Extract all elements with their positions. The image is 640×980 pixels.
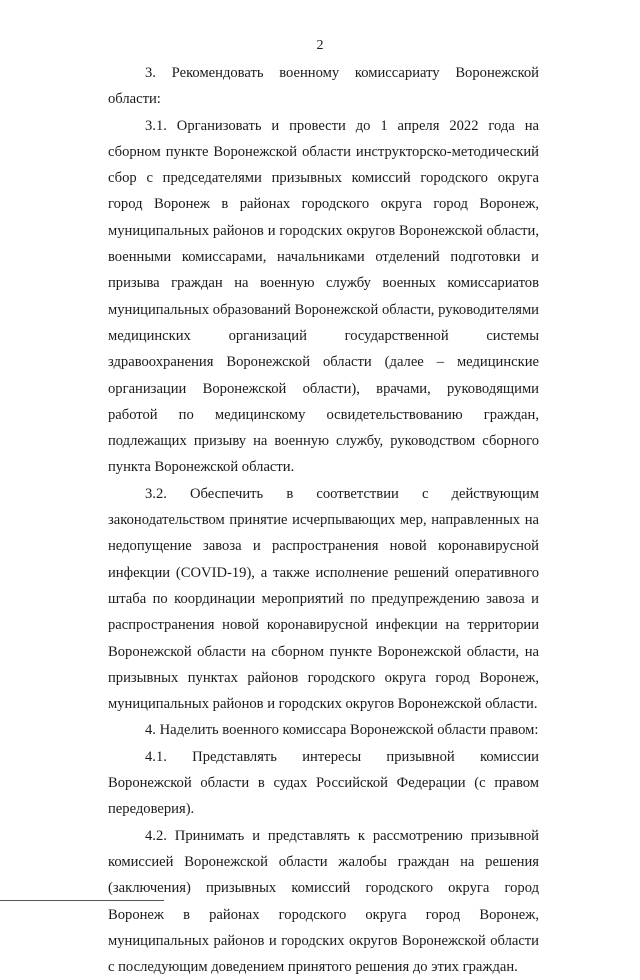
document-body [108,60,539,980]
paragraph-3: 3. Рекомендовать военному комиссариату Воронежской области: [108,65,539,108]
paragraph-3-1: 3.1. Организовать и провести до 1 апреля 2022 года на сборном пункте Воронежской области инструкторско-методический сбор с председателями призывных комиссий городского округа город Воронеж в районах городского округа город Воронеж, муниципальных районов и городских округов Воронежской области, военными комиссарами, начальниками отделений подготовки и призыва граждан на военную службу военных комиссариатов муниципальных образований Воронежской области, руководителями медицинских организаций государственной системы здравоохранения Воронежской области (далее – медицинские организации Воронежской области), врачами, руководящими работой по медицинскому освидетельствованию граждан, подлежащих призыву на военную службу, руководством сборного пункта Воронежской области. [108,117,539,476]
paragraph-4-1: 4.1. Представлять интересы призывной комиссии Воронежской области в судах Российской Федерации (с правом передоверия). [108,748,539,818]
footer-rule [0,900,164,901]
paragraph-4: 4. Наделить военного комиссара Воронежской области правом: [145,722,539,739]
paragraph-4-2: 4.2. Принимать и представлять к рассмотрению призывной комиссией Воронежской области жалобы граждан на решения (заключения) призывных комиссий городского округа город Воронеж в районах городского округа город Воронеж, муниципальных районов и городских округов Воронежской области с последующим доведением принятого решения до этих граждан. [108,827,539,976]
page-number: 2 [316,38,324,53]
paragraph-3-2: 3.2. Обеспечить в соответствии с действующим законодательством принятие исчерпывающих мер, направленных на недопущение завоза и распространения новой коронавирусной инфекции (COVID-19), а также исполнение решений оперативного штаба по координации мероприятий по предупреждению завоза и распространения новой коронавирусной инфекции на территории Воронежской области на сборном пункте Воронежской области, на призывных пунктах районов городского округа город Воронеж, муниципальных районов и городских округов Воронежской области. [108,485,539,713]
